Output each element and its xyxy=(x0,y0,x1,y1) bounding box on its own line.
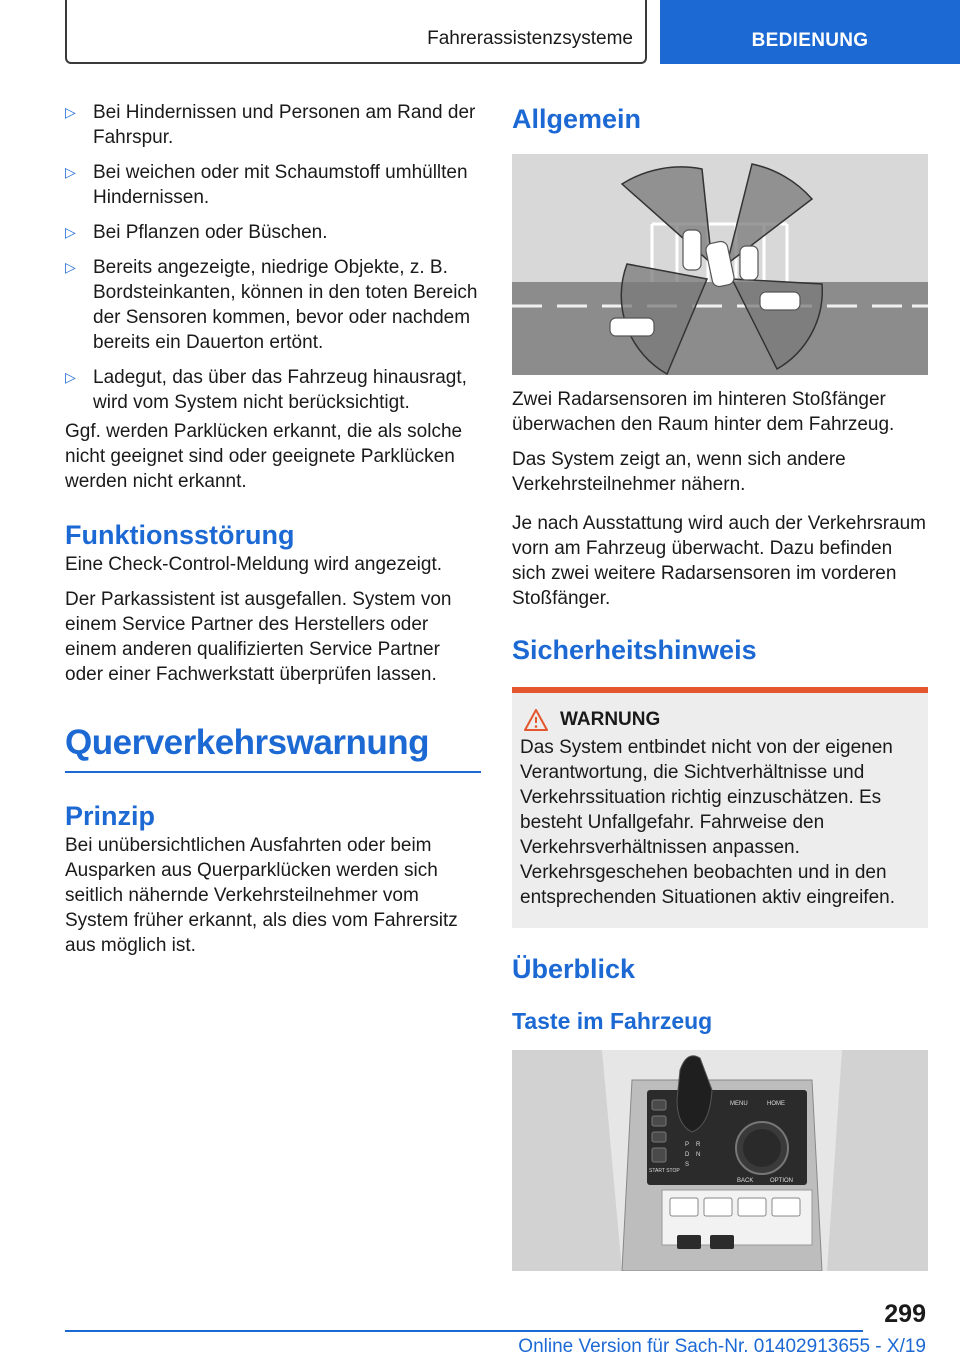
left-column xyxy=(65,100,481,968)
console-label: OPTION xyxy=(770,1178,794,1184)
triangle-bullet-icon: ▷ xyxy=(65,259,76,275)
console-label: P xyxy=(685,1142,690,1148)
footer-online-version: Online Version für Sach-Nr. 01402913655 - X/19 xyxy=(518,1336,926,1357)
paragraph-allgemein-1: Zwei Radarsensoren im hinteren Stoßfänger überwachen den Raum hinter dem Fahrzeug. xyxy=(512,389,895,435)
list-item: ▷ Bei weichen oder mit Schaumstoff umhüllten Hindernissen. xyxy=(65,162,468,208)
list-item: ▷ Bereits angezeigte, niedrige Objekte, z. B. Bordsteinkanten, können in den toten Bereich der Sensoren kommen, bevor oder nachdem bereits ein Dauerton ertönt. xyxy=(65,257,478,353)
list-item: ▷ Bei Hindernissen und Personen am Rand der Fahrspur. xyxy=(65,102,476,148)
chapter-heading-wrap xyxy=(65,721,481,773)
heading-prinzip: Prinzip xyxy=(65,801,156,831)
console-label: HOME xyxy=(767,1101,785,1107)
radar-coverage-illustration xyxy=(512,154,928,375)
page-number: 299 xyxy=(884,1300,926,1328)
paragraph-funktion-2: Der Parkassistent ist ausgefallen. System von einem Service Partner des Herstellers oder einem anderen qualifizierten Service Partner oder einer Fachwerkstatt überprüfen lassen. xyxy=(65,589,452,685)
warning-text: Das System entbindet nicht von der eigenen Verantwortung, die Sichtverhältnisse und Verkehrssituation richtig einzuschätzen. Es besteht Unfallgefahr. Fahrweise den Verkehrsverhältnissen anpassen. Verkehrsgeschehen beobachten und in den entsprechenden Situationen aktiv eingreifen. xyxy=(520,737,895,908)
header-section-box xyxy=(65,0,647,64)
triangle-bullet-icon: ▷ xyxy=(65,369,76,385)
console-label: MENU xyxy=(730,1101,748,1107)
warning-triangle-icon xyxy=(524,709,548,731)
paragraph-allgemein-3: Je nach Ausstattung wird auch der Verkehrsraum vorn am Fahrzeug überwacht. Dazu befinden sich zwei weitere Radarsensoren im vorderen Stoßfänger. xyxy=(512,513,927,609)
console-label: R xyxy=(696,1142,701,1148)
heading-funktionsstoerung: Funktionsstörung xyxy=(65,520,295,550)
triangle-bullet-icon: ▷ xyxy=(65,104,76,120)
heading-ueberblick: Überblick xyxy=(512,954,636,984)
subheading-taste-im-fahrzeug: Taste im Fahrzeug xyxy=(512,1008,713,1034)
list-item: ▷ Bei Pflanzen oder Büschen. xyxy=(65,222,328,243)
heading-allgemein: Allgemein xyxy=(512,104,642,134)
chapter-heading-querverkehrswarnung: Querverkehrswarnung xyxy=(65,723,429,762)
console-label: START STOP xyxy=(649,1168,680,1174)
footer-rule xyxy=(65,1330,863,1332)
paragraph-prinzip: Bei unübersichtlichen Ausfahrten oder beim Ausparken aus Querparklücken werden sich seitlich nähernde Verkehrsteilnehmer vom System früher erkannt, als dies vom Fahrersitz aus möglich ist. xyxy=(65,835,458,956)
header-chapter-tab[interactable] xyxy=(660,0,960,64)
paragraph-funktion-1: Eine Check-Control-Meldung wird angezeigt. xyxy=(65,554,443,575)
paragraph-parkluecken: Ggf. werden Parklücken erkannt, die als solche nicht geeignet sind oder geeignete Parklücken werden nicht erkannt. xyxy=(65,421,463,492)
console-label: BACK xyxy=(737,1178,754,1184)
console-label: N xyxy=(696,1152,701,1158)
heading-sicherheitshinweis: Sicherheitshinweis xyxy=(512,635,757,665)
radar-coverage-svg xyxy=(512,154,928,375)
console-label: D xyxy=(685,1152,690,1158)
list-item: ▷ Ladegut, das über das Fahrzeug hinausragt, wird vom System nicht berücksichtigt. xyxy=(65,367,467,413)
warning-title-row xyxy=(520,709,920,731)
paragraph-allgemein-2: Das System zeigt an, wenn sich andere Verkehrsteilnehmer nähern. xyxy=(512,449,846,495)
limitations-list xyxy=(65,100,481,415)
right-column xyxy=(512,100,928,1271)
header-section-title: Fahrerassistenzsysteme xyxy=(427,28,633,49)
warning-title: WARNUNG xyxy=(560,709,661,730)
center-console-photo xyxy=(512,1050,928,1271)
triangle-bullet-icon: ▷ xyxy=(65,224,76,240)
header-chapter-label: BEDIENUNG xyxy=(751,30,869,51)
console-label: S xyxy=(685,1162,690,1168)
warning-box xyxy=(512,687,928,928)
center-console-svg xyxy=(512,1050,928,1271)
triangle-bullet-icon: ▷ xyxy=(65,164,76,180)
